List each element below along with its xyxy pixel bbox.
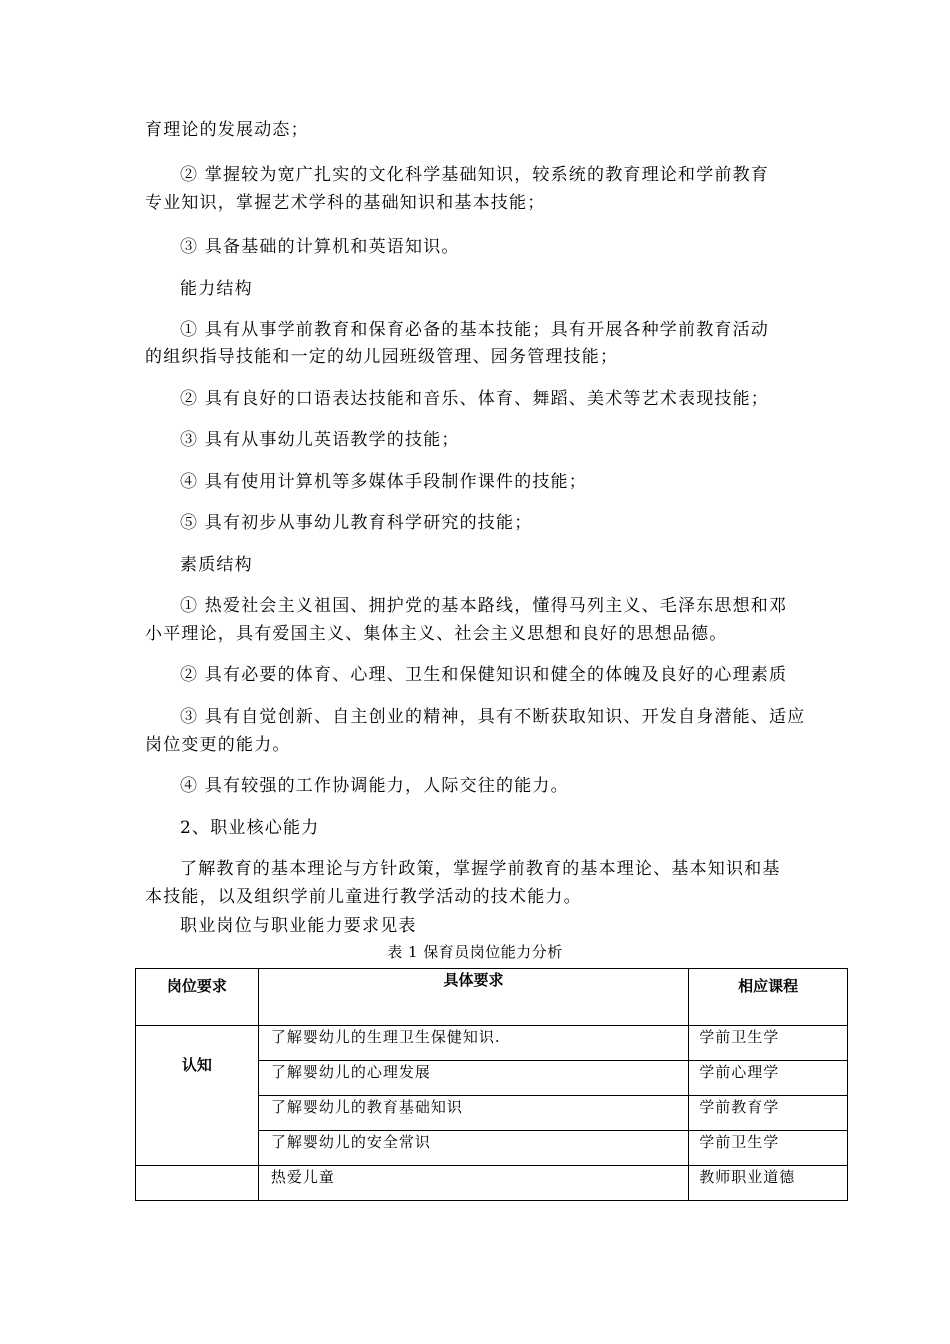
header-course: 相应课程 bbox=[689, 969, 848, 1026]
course-cell: 学前心理学 bbox=[689, 1061, 848, 1096]
header-specific-requirement: 具体要求 bbox=[258, 969, 688, 1026]
course-cell: 学前教育学 bbox=[689, 1096, 848, 1131]
requirement-cell: 了解婴幼儿的安全常识 bbox=[258, 1131, 688, 1166]
section-heading: 2、职业核心能力 bbox=[180, 818, 320, 838]
paragraph-line: 了解教育的基本理论与方针政策，掌握学前教育的基本理论、基本知识和基 bbox=[180, 859, 781, 879]
table-header-row bbox=[136, 969, 848, 1026]
paragraph-line: 的组织指导技能和一定的幼儿园班级管理、园务管理技能； bbox=[145, 347, 619, 367]
course-cell: 教师职业道德 bbox=[689, 1166, 848, 1201]
table-caption: 表 1 保育员岗位能力分析 bbox=[387, 943, 563, 961]
table-row bbox=[136, 1026, 848, 1061]
paragraph-line: ⑤ 具有初步从事幼儿教育科学研究的技能； bbox=[180, 513, 533, 533]
paragraph-line: ① 具有从事学前教育和保育必备的基本技能；具有开展各种学前教育活动 bbox=[180, 320, 770, 340]
table-row bbox=[136, 1166, 848, 1201]
section-heading: 能力结构 bbox=[180, 279, 253, 299]
paragraph-line: 小平理论，具有爱国主义、集体主义、社会主义思想和良好的思想品德。 bbox=[145, 624, 728, 644]
section-heading: 素质结构 bbox=[180, 555, 253, 575]
paragraph-line: ④ 具有使用计算机等多媒体手段制作课件的技能； bbox=[180, 472, 588, 492]
paragraph-line: ③ 具有自觉创新、自主创业的精神，具有不断获取知识、开发自身潜能、适应 bbox=[180, 707, 806, 727]
paragraph-line: ③ 具备基础的计算机和英语知识。 bbox=[180, 237, 460, 257]
course-cell: 学前卫生学 bbox=[689, 1131, 848, 1166]
course-cell: 学前卫生学 bbox=[689, 1026, 848, 1061]
paragraph-line: 职业岗位与职业能力要求见表 bbox=[180, 916, 417, 936]
paragraph-line: 岗位变更的能力。 bbox=[145, 735, 291, 755]
requirement-cell: 了解婴幼儿的教育基础知识 bbox=[258, 1096, 688, 1131]
category-cell: 认知 bbox=[136, 1026, 259, 1166]
paragraph-line: ② 具有良好的口语表达技能和音乐、体育、舞蹈、美术等艺术表现技能； bbox=[180, 389, 770, 409]
ability-analysis-table bbox=[135, 968, 848, 1201]
paragraph-line: 专业知识，掌握艺术学科的基础知识和基本技能； bbox=[145, 193, 546, 213]
paragraph-line: ① 热爱社会主义祖国、拥护党的基本路线，懂得马列主义、毛泽东思想和邓 bbox=[180, 596, 788, 616]
paragraph-line: ② 具有必要的体育、心理、卫生和保健知识和健全的体魄及良好的心理素质 bbox=[180, 665, 788, 685]
requirement-cell: 了解婴幼儿的生理卫生保健知识. bbox=[258, 1026, 688, 1061]
header-position-requirement: 岗位要求 bbox=[136, 969, 259, 1026]
paragraph-line: 本技能，以及组织学前儿童进行教学活动的技术能力。 bbox=[145, 887, 582, 907]
requirement-cell: 热爱儿童 bbox=[258, 1166, 688, 1201]
paragraph-line: ② 掌握较为宽广扎实的文化科学基础知识，较系统的教育理论和学前教育 bbox=[180, 165, 770, 185]
requirement-cell: 了解婴幼儿的心理发展 bbox=[258, 1061, 688, 1096]
category-cell-empty bbox=[136, 1166, 259, 1201]
paragraph-line: ④ 具有较强的工作协调能力，人际交往的能力。 bbox=[180, 776, 569, 796]
paragraph-line: ③ 具有从事幼儿英语教学的技能； bbox=[180, 430, 460, 450]
paragraph-line: 育理论的发展动态； bbox=[145, 120, 309, 140]
